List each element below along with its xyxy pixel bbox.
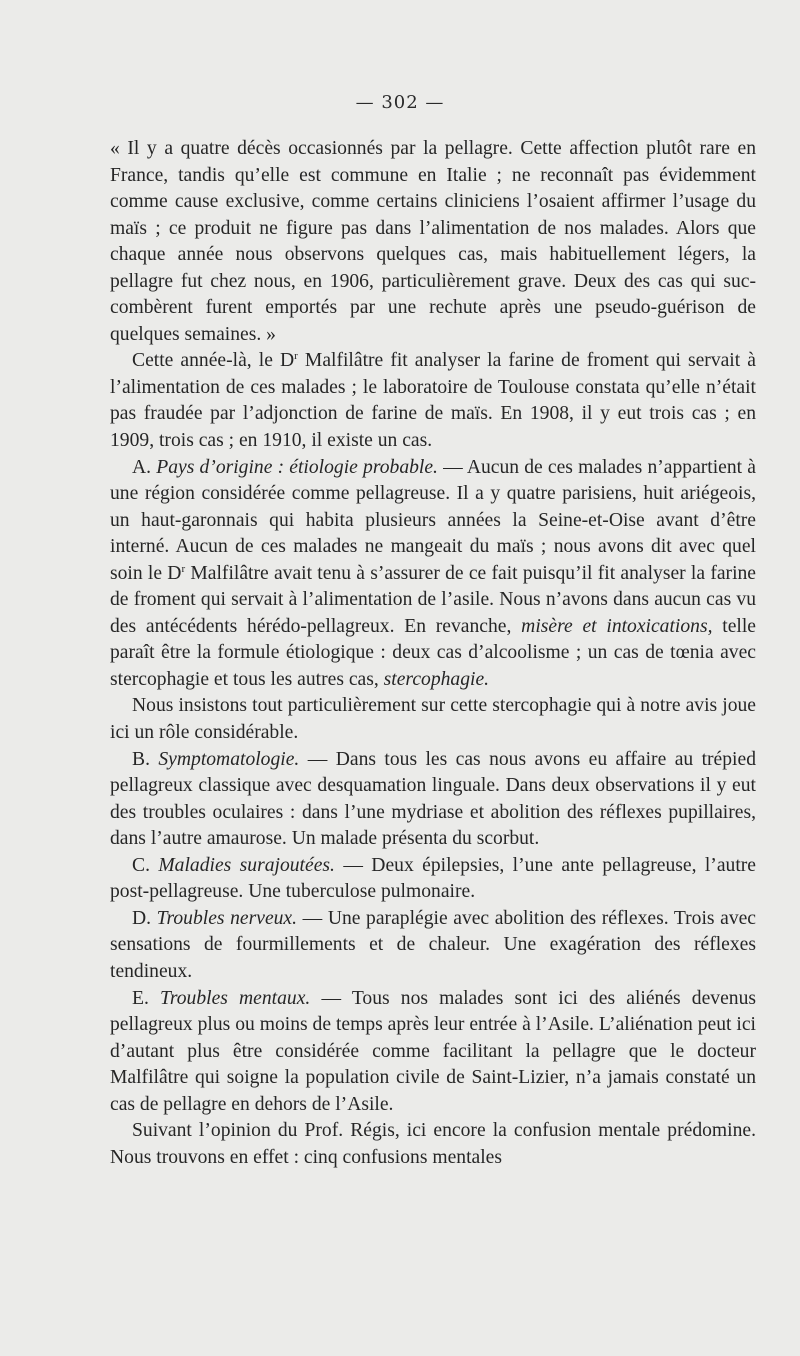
italic-heading: Pays d’origine : étiologie probable. (156, 456, 438, 478)
text-run: B. (132, 748, 159, 770)
text-run: Malfilâtre fit analyser la farine de froment qui servait à l’alimentation de ces malades ; le laboratoire de Toulouse constata qu’elle n’était pas fraudée par l’adjonction de farine de maïs. En 1908, il y eut trois cas ; en 1909, trois cas ; en 1910, il existe un cas. (110, 350, 756, 452)
text-run: — Aucun de ces malades n’appartient à une région considérée comme pellagreuse. Il a y quatre parisiens, huit ariégeois, un haut-garonnais qui habita plusieurs années la Seine-et-Oise avant d’être interné. Aucun de ces malades ne mangeait du maïs ; nous avons dit avec quel soin le D (110, 456, 756, 584)
superscript: r (294, 350, 298, 363)
paragraph (110, 136, 756, 348)
text-run: Nous insistons tout particulièrement sur cette stercophagie qui à notre avis joue ici un rôle considérable. (110, 695, 756, 744)
text-run: — Dans tous les cas nous avons eu affaire au trépied pellagreux classique avec desquamation linguale. Dans deux observations il y eut des troubles oculaires : dans l’une mydriase et abolition des réflexes pupillaires, dans l’autre amaurose. Un malade présenta du scorbut. (110, 748, 756, 850)
paragraph (110, 455, 756, 694)
paragraph (110, 747, 756, 853)
text-run: Suivant l’opinion du Prof. Régis, ici encore la confusion mentale prédomine. Nous trouvons en effet : cinq confusions mentales (110, 1120, 756, 1168)
italic-heading: misère et intoxications, (521, 615, 713, 637)
text-run: D. (132, 907, 157, 929)
text-run: Cette année-là, le D (132, 350, 295, 372)
body-text (110, 136, 756, 1171)
paragraph (110, 906, 756, 986)
text-run: — Une paraplégie avec abolition des réflexes. Trois avec sensations de fourmillements et de chaleur. Une exagération des réflexes tendineux. (110, 907, 757, 982)
text-run: — Deux épilepsies, l’une ante pellagreuse, l’autre post-pellagreuse. Une tuberculose pulmonaire. (110, 854, 756, 903)
text-run: — Tous nos malades sont ici des aliénés devenus pellagreux plus ou moins de temps après leur entrée à l’Asile. L’aliénation peut ici d’autant plus être considérée comme facilitant la pellagre que le docteur Malfilâtre qui soigne la population civile de Saint-Lizier, n’a jamais constaté un cas de pellagre en dehors de l’Asile. (110, 987, 757, 1115)
superscript: r (181, 562, 186, 575)
italic-heading: Troubles nerveux. (156, 907, 298, 929)
italic-heading: stercophagie. (383, 668, 490, 690)
text-run: Malfilâtre avait tenu à s’assurer de ce fait puisqu’il fit analyser la farine de froment qui servait à l’alimentation de l’asile. Nous n’avons dans aucun cas vu des antécédents hérédo-pellagreux. En revanche, (110, 562, 757, 637)
text-run: telle paraît être la formule étiologique : deux cas d’alcoolisme ; un cas de tœnia avec stercophagie et tous les autres cas, (110, 615, 756, 690)
paragraph (110, 693, 756, 746)
text-run: « Il y a quatre décès occasionnés par la pellagre. Cette affection plutôt rare en France, tandis qu’elle est commune en Italie ; ne reconnaît pas évidemment comme cause exclusive, comme certains cliniciens l’osaient affirmer l’usage du maïs ; ce produit ne figure pas dans l’alimentation de nos malades. Alors que chaque année nous observons quelques cas, mais habituellement légers, la pellagre fut chez nous, en 1906, particulièrement grave. Deux des cas qui succombèrent furent emportés par une rechute après une pseudo-guérison de quelques semaines. » (110, 138, 756, 345)
text-run: A. (132, 456, 157, 478)
italic-heading: Troubles mentaux. (160, 987, 311, 1009)
italic-heading: Maladies surajoutées. (158, 854, 335, 876)
paragraph (110, 348, 756, 454)
paragraph (110, 986, 756, 1119)
paragraph (110, 1118, 756, 1171)
page-number: — 302 — (355, 92, 445, 113)
paragraph (110, 853, 756, 906)
text-run: C. (132, 854, 159, 876)
italic-heading: Symptomatologie. (158, 748, 300, 770)
text-run: E. (132, 987, 161, 1009)
